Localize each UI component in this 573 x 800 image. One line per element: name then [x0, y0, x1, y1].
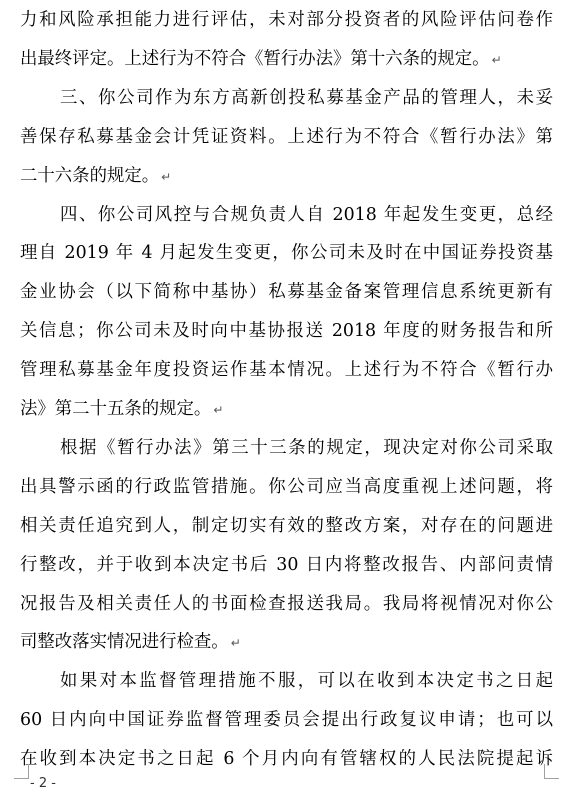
- text-line-content: 力和风险承担能力进行评估，未对部分投资者的风险评估问卷作: [20, 10, 553, 30]
- text-line: [60, 196, 553, 234]
- page-number: - 2 -: [30, 776, 56, 791]
- paragraph-mark-icon: ↵: [491, 52, 502, 67]
- text-line-content: 四、你公司风控与合规负责人自 2018 年起发生变更，总经: [60, 204, 553, 225]
- text-line: [20, 234, 553, 272]
- text-line: [20, 312, 553, 350]
- text-line: [20, 157, 171, 195]
- paragraph-mark-icon: ↵: [161, 169, 172, 184]
- text-line: [20, 585, 553, 623]
- text-line: [20, 118, 553, 156]
- text-line: [20, 351, 553, 389]
- text-line-content: 60 日内向中国证券监督管理委员会提出行政复议申请；也可以: [20, 710, 553, 731]
- text-line-content: 理自 2019 年 4 月起发生变更，你公司未及时在中国证券投资基: [20, 243, 553, 264]
- text-line-content: 根据《暂行办法》第三十三条的规定，现决定对你公司采取: [60, 437, 553, 458]
- text-line-content: 善保存私募基金会计凭证资料。上述行为不符合《暂行办法》第: [20, 126, 553, 147]
- text-line-content: 在收到本决定书之日起 6 个月内向有管辖权的人民法院提起诉: [20, 749, 553, 770]
- text-line-content: 相关责任追究到人，制定切实有效的整改方案，对存在的问题进: [20, 515, 553, 536]
- text-line-content: 法》第二十五条的规定。: [20, 399, 212, 419]
- text-line: [20, 740, 553, 778]
- text-line: [60, 79, 553, 117]
- text-line: [20, 1, 553, 39]
- text-line: [20, 546, 553, 584]
- crop-mark-bottom-left: [14, 764, 29, 779]
- text-line: [20, 468, 553, 506]
- paragraph-mark-icon: ↵: [213, 403, 224, 417]
- text-line-content: 司整改落实情况进行检查。: [20, 632, 229, 653]
- text-line-content: 如果对本监督管理措施不服，可以在收到本决定书之日起: [60, 671, 553, 692]
- text-line-content: 况报告及相关责任人的书面检查报送我局。我局将视情况对你公: [20, 593, 553, 614]
- text-line-content: 金业协会（以下简称中基协）私募基金备案管理信息系统更新有: [20, 282, 553, 303]
- text-line-content: 出具警示函的行政监管措施。你公司应当高度重视上述问题，将: [20, 476, 553, 497]
- text-line-content: 关信息；你公司未及时向中基协报送 2018 年度的财务报告和所: [20, 321, 553, 342]
- text-line: [20, 273, 553, 311]
- text-line: [20, 390, 223, 428]
- text-line: [20, 623, 241, 661]
- text-line: [20, 701, 553, 739]
- text-line-content: 行整改，并于收到本决定书后 30 日内将整改报告、内部问责情: [20, 554, 553, 575]
- text-line: [20, 507, 553, 545]
- text-line-content: 管理私募基金年度投资运作基本情况。上述行为不符合《暂行办: [20, 360, 553, 381]
- text-line: [20, 40, 502, 78]
- crop-mark-bottom-right: [544, 764, 559, 779]
- text-line-content: 二十六条的规定。: [20, 165, 160, 186]
- text-line: [60, 429, 553, 467]
- text-line: [60, 662, 553, 700]
- paragraph-mark-icon: ↵: [230, 636, 241, 651]
- text-line-content: 三、你公司作为东方高新创投私募基金产品的管理人，未妥: [60, 87, 553, 108]
- text-line-content: 出最终评定。上述行为不符合《暂行办法》第十六条的规定。: [20, 48, 490, 69]
